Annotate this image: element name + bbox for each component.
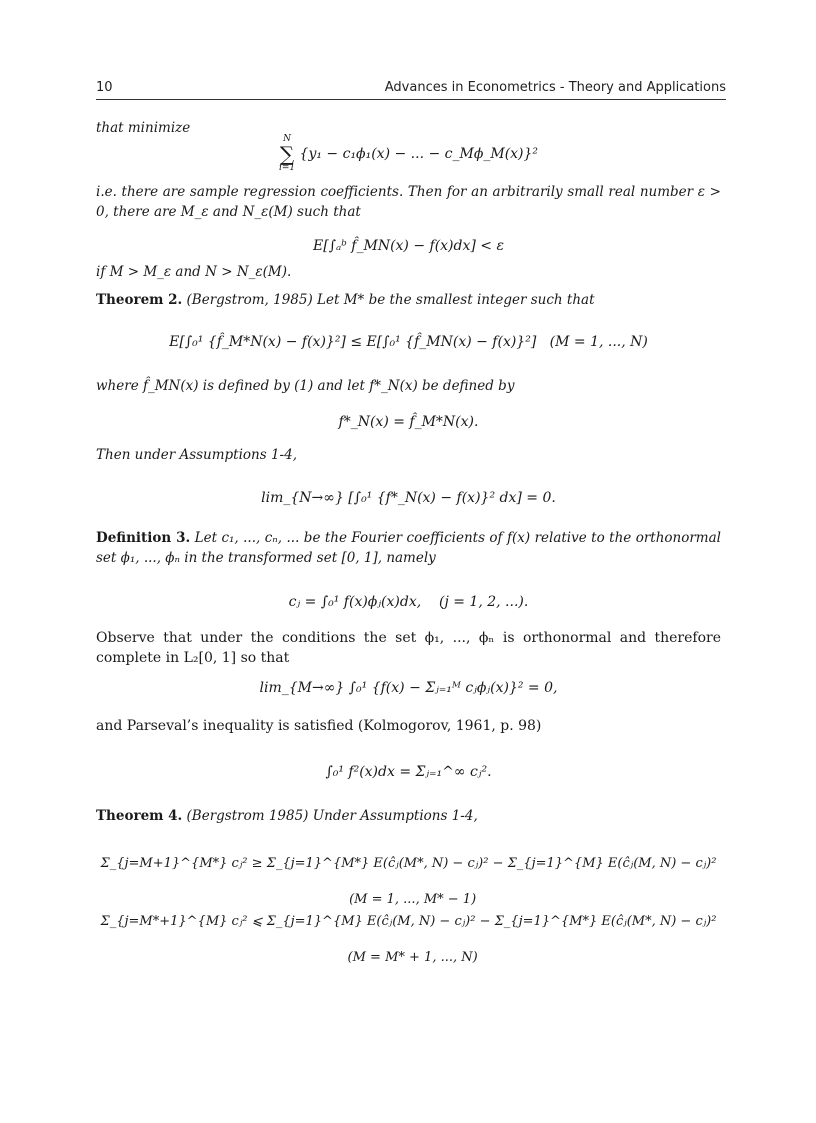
- equation-expectation: [96, 226, 721, 266]
- equation-parseval: [96, 752, 721, 792]
- minimize-body: {y₁ − c₁ϕ₁(x) − ... − c_Mϕ_M(x)}²: [299, 146, 539, 162]
- theorem-4-label: Theorem 4.: [96, 808, 183, 824]
- page-number: 10: [96, 80, 113, 95]
- paragraph-regression: i.e. there are sample regression coefficients. Then for an arbitrarily small real number ε > 0, there are M_ε and N_ε(M) such that: [96, 184, 721, 220]
- theorem-4: [96, 806, 721, 826]
- parseval-body: ∫₀¹ f²(x)dx = Σⱼ₌₁^∞ cⱼ².: [325, 764, 492, 780]
- header-rule: [96, 99, 726, 100]
- expectation-body: E[∫ₐᵇ f̂_MN(x) − f(x)dx] < ε: [313, 238, 504, 254]
- definition-3-label: Definition 3.: [96, 530, 191, 546]
- equation-fstar: [96, 412, 721, 432]
- theorem-2-label: Theorem 2.: [96, 292, 183, 308]
- equation-theorem-2: [96, 326, 721, 358]
- running-header: [96, 80, 726, 98]
- cj-range: (j = 1, 2, ...).: [439, 594, 529, 610]
- equation-limit: [96, 480, 721, 516]
- sum-operator: N ∑ i=1: [278, 134, 296, 173]
- parseval-text: and Parseval’s inequality is satisfied (Kolmogorov, 1961, p. 98): [96, 718, 542, 734]
- equation-completeness: [96, 670, 721, 706]
- condition-text: if M > M_ε and N > N_ε(M).: [96, 264, 292, 280]
- where-text: where f̂_MN(x) is defined by (1) and let f*_N(x) be defined by: [96, 378, 515, 394]
- theorem-2-inequality: E[∫₀¹ {f̂_M*N(x) − f(x)}²] ≤ E[∫₀¹ {f̂_MN(x) − f(x)}²]: [169, 334, 537, 350]
- equation-theorem-4a: [96, 846, 721, 907]
- theorem-4-text: (Bergstrom 1985) Under Assumptions 1-4,: [186, 808, 478, 824]
- theorem-4a-range: (M = 1, ..., M* − 1): [349, 892, 477, 907]
- fstar-body: f*_N(x) = f̂_M*N(x).: [338, 414, 479, 430]
- book-title: Advances in Econometrics - Theory and Applications: [384, 80, 726, 95]
- definition-3: [96, 528, 721, 568]
- theorem-2-range: (M = 1, ..., N): [549, 334, 648, 350]
- theorem-4a-body: Σ_{j=M+1}^{M*} cⱼ² ≥ Σ_{j=1}^{M*} E(ĉⱼ(M*, N) − cⱼ)² − Σ_{j=1}^{M} E(ĉⱼ(M, N) − cⱼ)²: [100, 856, 717, 871]
- definition-3-text: Let c₁, ..., cₙ, ... be the Fourier coefficients of f(x) relative to the orthonormal set ϕ₁, ..., ϕₙ in the transformed set [0, 1], namely: [96, 530, 721, 566]
- theorem-4b-body: Σ_{j=M*+1}^{M} cⱼ² ⩽ Σ_{j=1}^{M} E(ĉⱼ(M, N) − cⱼ)² − Σ_{j=1}^{M*} E(ĉⱼ(M*, N) − cⱼ)²: [100, 914, 717, 929]
- observe-text: Observe that under the conditions the set ϕ₁, ..., ϕₙ is orthonormal and therefore complete in L₂[0, 1] so that: [96, 630, 721, 666]
- equation-fourier-coefficient: [96, 584, 721, 620]
- limit-body: lim_{N→∞} [∫₀¹ {f*_N(x) − f(x)}² dx] = 0.: [261, 490, 556, 506]
- equation-theorem-4b: [96, 904, 721, 965]
- completeness-body: lim_{M→∞} ∫₀¹ {f(x) − Σⱼ₌₁ᴹ cⱼϕⱼ(x)}² = 0,: [259, 680, 558, 696]
- theorem-2: [96, 290, 721, 310]
- theorem-4b-range: (M = M* + 1, ..., N): [347, 950, 478, 965]
- intro-text: that minimize: [96, 120, 191, 136]
- cj-body: cⱼ = ∫₀¹ f(x)ϕⱼ(x)dx,: [288, 594, 422, 610]
- theorem-2-text: (Bergstrom, 1985) Let M* be the smallest integer such that: [186, 292, 595, 308]
- equation-minimize: [96, 134, 721, 174]
- then-text: Then under Assumptions 1-4,: [96, 447, 297, 463]
